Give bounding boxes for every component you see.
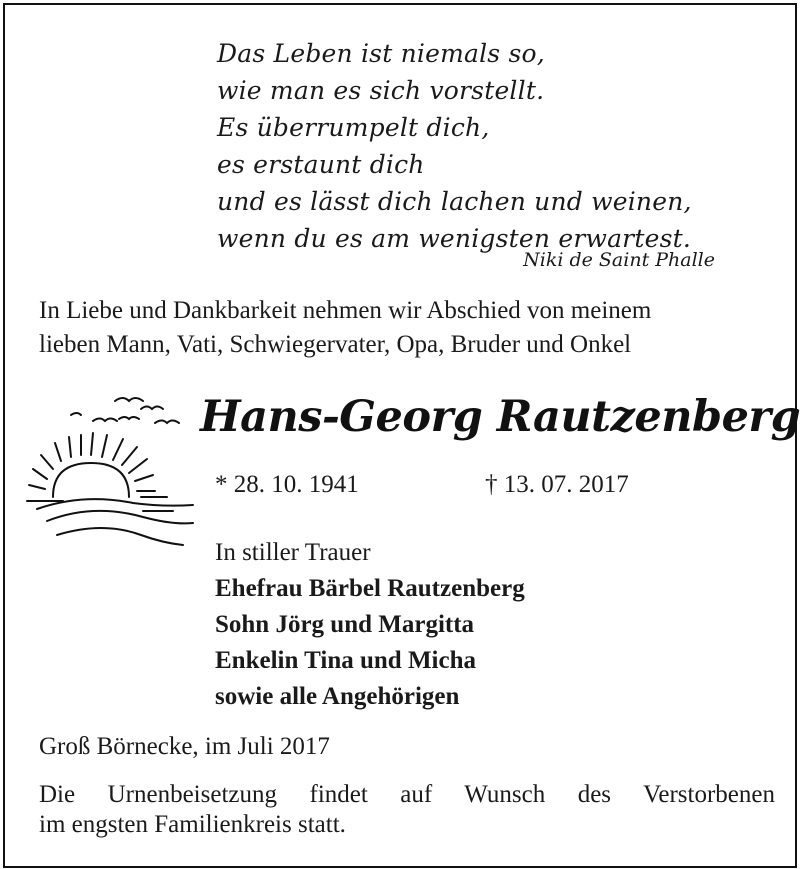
burial-notice xyxy=(39,780,775,840)
intro-line: In Liebe und Dankbarkeit nehmen wir Abschied von meinem xyxy=(39,297,652,324)
quote-author: Niki de Saint Phalle xyxy=(523,249,715,271)
poem-quote xyxy=(217,35,757,257)
poem-line: es erstaunt dich xyxy=(217,150,425,179)
poem-line: und es lässt dich lachen und weinen, xyxy=(217,187,692,216)
poem-line: wenn du es am wenigsten erwartest. xyxy=(217,224,691,253)
deceased-name: Hans-Georg Rautzenberg xyxy=(200,392,800,442)
obituary-frame xyxy=(3,3,800,868)
intro-line: lieben Mann, Vati, Schwiegervater, Opa, Bruder und Onkel xyxy=(39,331,632,358)
birth-date: * 28. 10. 1941 xyxy=(215,471,359,498)
burial-line: Die Urnenbeisetzung findet auf Wunsch des Verstorbenen xyxy=(39,781,775,808)
mourners-list xyxy=(215,535,735,715)
intro-text xyxy=(39,294,779,362)
mourner-name: Enkelin Tina und Micha xyxy=(215,647,476,674)
poem-line: Das Leben ist niemals so, xyxy=(217,39,545,68)
mourner-name: Sohn Jörg und Margitta xyxy=(215,611,475,638)
poem-line: wie man es sich vorstellt. xyxy=(217,76,545,105)
sunset-birds-illustration-icon xyxy=(23,385,198,560)
mourner-name: Ehefrau Bärbel Rautzenberg xyxy=(215,575,525,602)
death-date: † 13. 07. 2017 xyxy=(485,471,629,498)
mourners-heading: In stiller Trauer xyxy=(215,539,371,566)
mourner-name: sowie alle Angehörigen xyxy=(215,683,460,710)
poem-line: Es überrumpelt dich, xyxy=(217,113,490,142)
burial-line: im engsten Familienkreis statt. xyxy=(39,811,346,838)
place-date: Groß Börnecke, im Juli 2017 xyxy=(39,733,330,760)
